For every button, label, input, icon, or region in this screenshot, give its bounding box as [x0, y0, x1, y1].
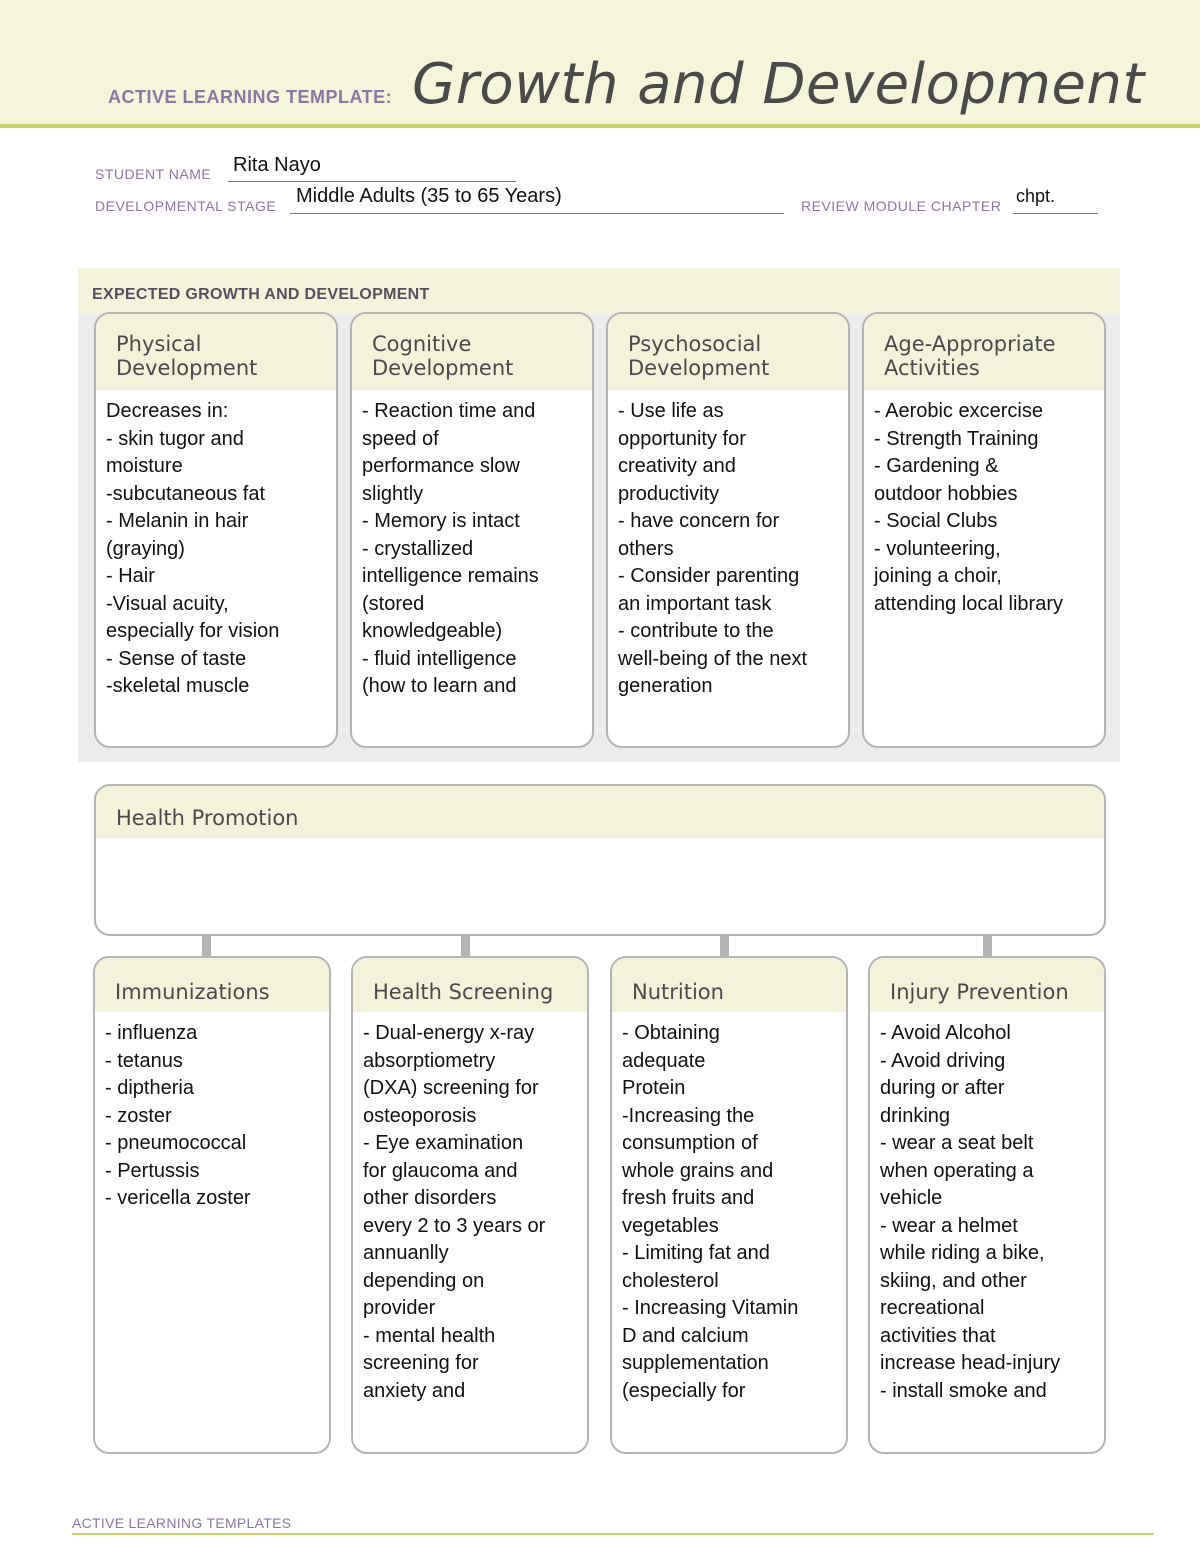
developmental-stage-field[interactable]: Middle Adults (35 to 65 Years)	[296, 185, 562, 207]
health-promotion-body[interactable]	[96, 838, 1104, 936]
card-title: Health Screening	[353, 958, 587, 1012]
student-name-label: STUDENT NAME	[95, 166, 212, 182]
card-body[interactable]: - Reaction time and speed of performance slow slightly - Memory is intact - crystallized intelligence remains (stored knowledgeable) - fluid intelligence (how to learn and	[362, 400, 539, 697]
footer-divider	[72, 1533, 1154, 1535]
review-module-field[interactable]: chpt.	[1016, 186, 1056, 206]
expected-growth-heading: EXPECTED GROWTH AND DEVELOPMENT	[92, 286, 430, 303]
card-body[interactable]: - Obtaining adequate Protein -Increasing the consumption of whole grains and fresh fruits and vegetables - Limiting fat and cholesterol - Increasing Vitamin D and calcium supplementation (especially for	[622, 1022, 799, 1402]
footer-label: ACTIVE LEARNING TEMPLATES	[72, 1515, 292, 1531]
physical-development-card	[94, 312, 338, 748]
student-name-line	[228, 181, 516, 182]
card-body[interactable]: - influenza - tetanus - diptheria - zoster - pneumococcal - Pertussis - vericella zoster	[105, 1022, 251, 1209]
nutrition-card	[610, 956, 848, 1454]
review-module-line	[1013, 213, 1098, 214]
cognitive-development-card	[350, 312, 594, 748]
card-body[interactable]: - Aerobic excercise - Strength Training - Gardening & outdoor hobbies - Social Clubs - volunteering, joining a choir, attending local library	[874, 400, 1063, 615]
page-title: Growth and Development	[412, 52, 1145, 117]
age-appropriate-activities-card	[862, 312, 1106, 748]
injury-prevention-card	[868, 956, 1106, 1454]
psychosocial-development-card	[606, 312, 850, 748]
template-label: ACTIVE LEARNING TEMPLATE:	[108, 87, 393, 107]
card-title: Age-Appropriate Activities	[864, 314, 1104, 390]
card-title: Physical Development	[96, 314, 336, 390]
card-title: Cognitive Development	[352, 314, 592, 390]
health-promotion-title: Health Promotion	[96, 786, 1104, 838]
card-title: Psychosocial Development	[608, 314, 848, 390]
card-title: Immunizations	[95, 958, 329, 1012]
connector	[202, 935, 211, 957]
health-screening-card	[351, 956, 589, 1454]
card-title: Nutrition	[612, 958, 846, 1012]
card-body[interactable]: - Dual-energy x-ray absorptiometry (DXA) screening for osteoporosis - Eye examination for glaucoma and other disorders every 2 to 3 years or annuanlly depending on provider - mental health screening for anxiety and	[363, 1022, 546, 1402]
immunizations-card	[93, 956, 331, 1454]
review-module-label: REVIEW MODULE CHAPTER	[801, 198, 1002, 214]
connector	[983, 935, 992, 957]
card-body[interactable]: - Use life as opportunity for creativity and productivity - have concern for others - Consider parenting an important task - contribute to the well-being of the next generation	[618, 400, 808, 697]
card-title: Injury Prevention	[870, 958, 1104, 1012]
connector	[461, 935, 470, 957]
developmental-stage-line	[290, 213, 784, 214]
card-body[interactable]: - Avoid Alcohol - Avoid driving during or after drinking - wear a seat belt when operating a vehicle - wear a helmet while riding a bike, skiing, and other recreational activities that increase head-injury - install smoke and	[880, 1022, 1061, 1402]
card-body[interactable]: Decreases in: - skin tugor and moisture -subcutaneous fat - Melanin in hair (graying) - Hair -Visual acuity, especially for vision - Sense of taste -skeletal muscle	[106, 400, 280, 697]
student-name-field[interactable]: Rita Nayo	[233, 154, 321, 176]
developmental-stage-label: DEVELOPMENTAL STAGE	[95, 198, 277, 214]
health-promotion-card	[94, 784, 1106, 936]
header-divider	[0, 124, 1200, 128]
connector	[720, 935, 729, 957]
